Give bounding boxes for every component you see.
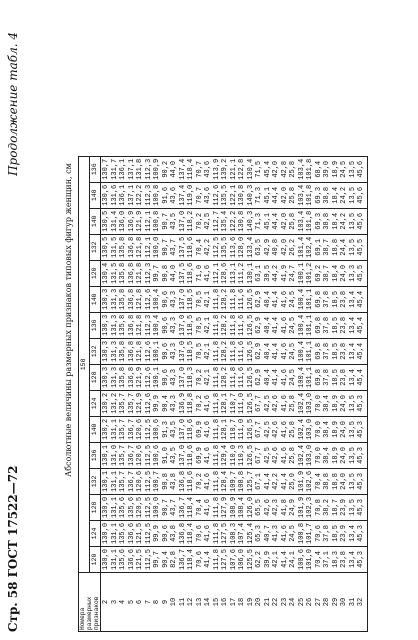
height-header: 120 <box>90 546 101 572</box>
value-column: 130,6 131,6 136,1 137,1 122,2 112,3 100,8 91,6 43,6 137,4 119,0 70,7 43,6 112,6 135,5 122,1 130,8 140,3 71,3 45,1 44,4 42,0 25,8 103,4 101,8 69,3 38,8 18,4 24,2 13,5 45,6 <box>101 182 368 208</box>
height-header: 140 <box>90 416 101 442</box>
value-column: 130,3 131,3 135,8 136,8 121,9 112,6 100,1 90,6 43,3 137,0 118,3 70,2 42,1 111,8 128,2 111,8 111,6 126,5 62,9 40,4 41,4 41,6 24,5 100,4 101,1 69,8 37,8 18,5 23,8 13,4 45,4 <box>101 364 368 390</box>
height-header: 128 <box>90 494 101 520</box>
height-header: 136 <box>90 312 101 338</box>
value-column: 130,0 131,1 135,6 136,6 121,5 112,5 99,9 90,6 43,8 136,8 118,4 70,6 41,6 111,8 127,5 108,3 107,4 125,4 65,3 40,7 41,3 41,6 24,5 100,8 101,7 70,6 37,8 18,5 23,9 13,4 45,3 <box>101 520 368 546</box>
height-header: 120 <box>90 260 101 286</box>
row-labels: 2 3 4 5 6 7 8 9 10 11 12 13 14 15 16 17 18 19 20 21 22 23 24 25 26 27 28 29 30 31 32 <box>101 573 368 632</box>
table-title: Абсолютные величины размерных признаков типовых фигур женщин, см <box>64 163 73 477</box>
value-column: 130,2 131,1 135,7 136,7 120,6 112,5 100,6 91,3 43,5 137,0 118,6 69,9 41,6 111,8 128,1 110,7 111,0 126,5 67,7 42,5 42,6 41,6 25,8 102,4 103,0 70,0 38,4 18,9 24,0 13,5 45,3 <box>101 416 368 442</box>
height-header: 136 <box>90 156 101 182</box>
height-header: 148 <box>90 182 101 208</box>
label-header: Номера размерных признаков <box>79 573 101 632</box>
value-column: 130,3 131,3 135,8 136,8 121,8 112,3 100,4 90,6 43,3 137,0 118,5 70,5 42,1 111,8 128,2 111,8 111,6 126,5 62,9 40,4 41,4 41,6 24,5 100,4 101,1 69,8 37,8 18,5 23,8 13,4 45,4 <box>101 312 368 338</box>
value-column: 130,5 131,4 136,0 136,9 121,9 112,1 100,8 90,7 43,5 137,0 118,2 70,2 42,5 112,7 135,4 122,2 130,8 140,3 71,3 45,1 44,4 42,0 25,8 103,4 101,8 69,3 38,8 18,4 24,2 13,5 45,6 <box>101 208 368 234</box>
value-column: 130,3 131,3 135,8 136,8 121,8 112,6 100,1 90,6 43,3 137,0 118,5 70,5 42,1 111,8 128,2 111,8 111,6 126,5 62,9 40,4 41,4 41,6 24,5 100,4 101,1 69,8 37,8 18,5 23,8 13,4 45,4 <box>101 338 368 364</box>
value-column: 130,1 131,1 135,7 136,7 120,6 112,5 100,7 90,8 43,8 136,8 118,6 70,2 41,6 111,8 128,4 109,7 108,8 125,7 67,1 41,4 42,2 41,4 25,0 101,9 102,6 70,4 38,8 18,8 24,0 13,5 45,3 <box>101 468 368 494</box>
body-row <box>101 156 368 631</box>
table-continuation: Продолжение табл. 4 <box>6 32 20 176</box>
height-header: 140 <box>90 208 101 234</box>
height-header: 140 <box>90 286 101 312</box>
value-column: 130,0 131,1 135,6 136,6 121,5 112,5 99,7 90,4 82,8 136,7 118,4 70,6 41,4 111,8 127,5 107,6 106,0 125,5 62,2 39,9 42,1 41,4 24,1 100,6 101,0 70,4 37,1 18,3 23,8 13,4 45,3 <box>101 546 368 572</box>
value-column: 130,4 131,5 135,8 136,8 121,8 112,3 99,7 90,8 44,0 137,5 118,6 71,0 41,6 112,1 128,6 113,1 111,2 130,1 63,1 39,5 44,2 41,9 24,7 100,1 101,2 69,2 38,7 18,4 24,0 13,3 45,5 <box>101 260 368 286</box>
height-header: 132 <box>90 468 101 494</box>
height-header: 128 <box>90 364 101 390</box>
page-number: Стр. 58 ГОСТ 17522—72 <box>6 465 20 632</box>
value-column: 130,7 131,7 136,1 137,1 131,8 112,3 100,9 90,2 44,0 137,4 118,4 70,7 43,6 113,9 139,2 121,1 122,8 130,4 71,5 45,4 42,0 42,8 25,8 103,4 101,8 68,4 39,0 18,9 24,5 13,5 45,6 <box>101 156 368 182</box>
height-header: 136 <box>90 442 101 468</box>
height-header: 124 <box>90 520 101 546</box>
heights-row <box>90 156 101 631</box>
height-header: 132 <box>90 234 101 260</box>
value-column: 130,1 131,0 135,7 136,7 120,6 112,5 100,6 91,0 43,5 137,0 118,6 69,9 41,6 111,8 129,4 110,0 110,3 126,5 67,7 42,5 42,6 41,6 25,8 102,4 103,0 70,0 38,4 18,9 24,0 13,5 45,3 <box>101 442 368 468</box>
value-column: 130,5 131,5 135,8 136,8 121,8 112,1 100,0 90,7 43,7 137,5 118,6 70,4 42,2 112,5 135,5 113,6 128,0 133,4 63,5 42,9 40,8 42,0 26,2 101,4 102,4 69,1 38,7 18,8 24,4 13,5 45,5 <box>101 234 368 260</box>
data-table <box>78 156 368 632</box>
group-header: 158 <box>79 156 90 572</box>
page-header <box>6 32 28 632</box>
height-header: 132 <box>90 338 101 364</box>
value-column: 130,2 131,2 135,7 135,7 121,9 112,6 99,9 90,4 43,3 136,9 118,8 70,2 41,6 111,8 128,1 110,7 111,0 126,5 67,7 42,5 42,6 41,6 25,8 102,4 103,0 70,0 38,4 18,9 24,0 13,5 45,3 <box>101 390 368 416</box>
value-column: 130,0 131,1 135,6 135,6 120,5 112,5 100,0 90,7 43,7 136,7 118,4 70,4 41,6 111,8 127,9 108,9 108,4 126,0 65,5 42,6 42,3 41,8 24,9 101,9 102,3 70,8 38,2 18,7 23,9 13,5 45,3 <box>101 494 368 520</box>
height-header: 124 <box>90 390 101 416</box>
value-column: 130,3 131,3 135,8 136,8 121,8 112,6 100,4 90,6 43,3 137,0 118,5 70,5 42,1 111,8 128,2 111,8 111,6 126,5 62,9 40,4 41,4 41,6 24,5 100,4 101,1 69,8 37,8 18,5 23,8 13,4 45,4 <box>101 286 368 312</box>
